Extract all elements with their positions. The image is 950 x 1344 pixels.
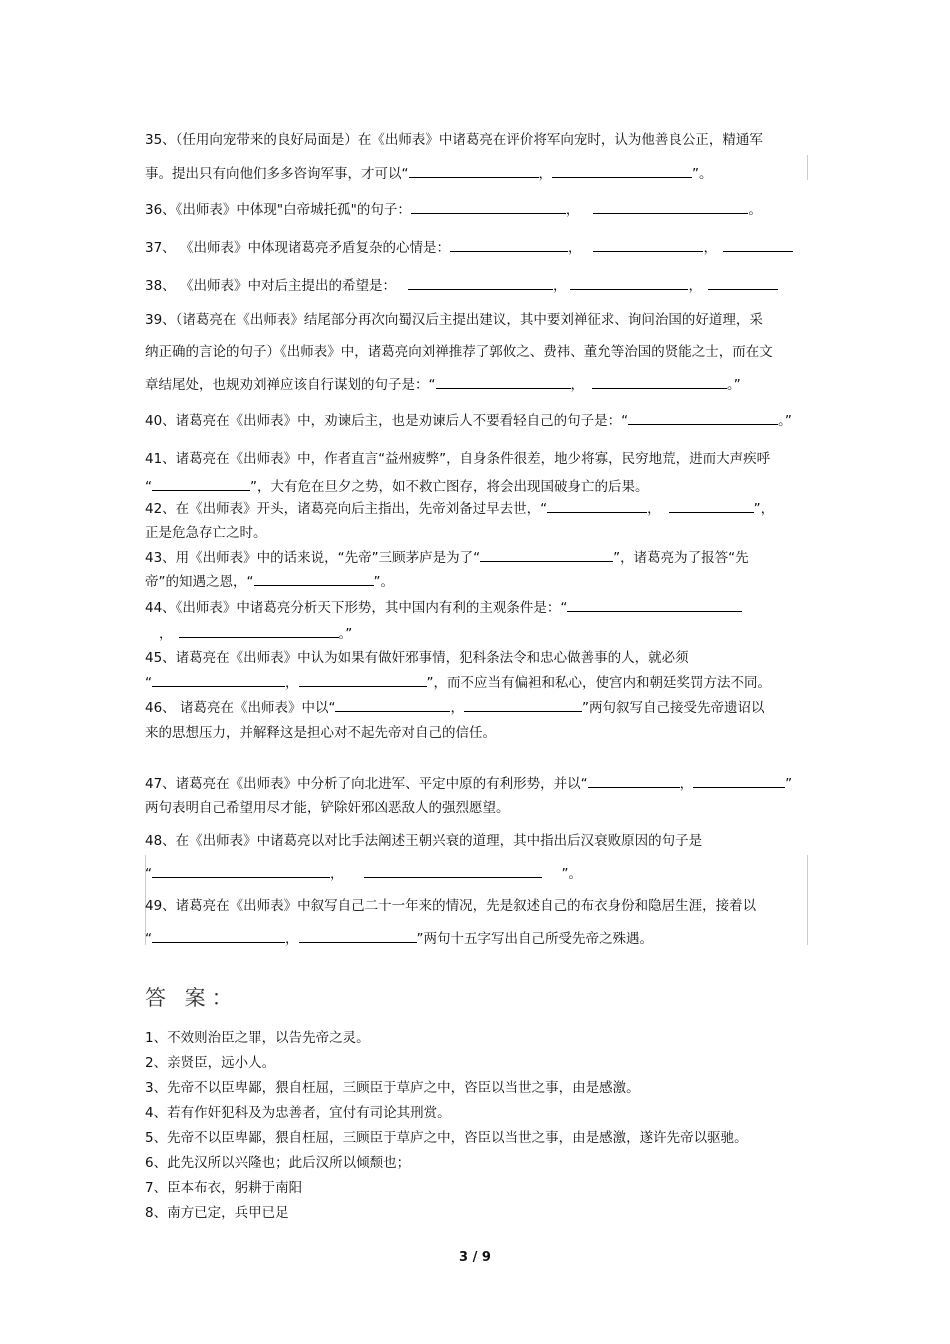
answer-blank[interactable] [669,498,754,513]
margin-rule [807,155,808,180]
margin-rule [807,855,808,945]
answer-blank[interactable] [411,199,566,214]
answer-blank[interactable] [570,275,688,290]
answer-blank[interactable] [588,773,680,788]
answer-blank[interactable] [254,571,374,586]
answer-blank[interactable] [628,410,778,425]
answer-blank[interactable] [152,863,330,878]
answers-title: 答 案： [145,986,239,1010]
answer-blank[interactable] [408,275,553,290]
answer-blank[interactable] [436,374,571,389]
answer-item: 2、亲贤臣，远小人。 [145,1055,276,1071]
answer-blank[interactable] [299,672,427,687]
answer-blank[interactable] [567,597,742,612]
answer-blank[interactable] [364,863,542,878]
answer-blank[interactable] [547,498,647,513]
answer-blank[interactable] [708,275,778,290]
answer-blank[interactable] [152,928,285,943]
answer-blank[interactable] [450,237,568,252]
answer-blank[interactable] [335,697,450,712]
answer-blank[interactable] [299,928,417,943]
answer-blank[interactable] [552,163,692,178]
answer-item: 4、若有作奸犯科及为忠善者，宜付有司论其刑赏。 [145,1105,451,1121]
answer-blank[interactable] [593,199,748,214]
answer-blank[interactable] [593,237,703,252]
answer-blank[interactable] [464,697,582,712]
answer-blank[interactable] [592,374,727,389]
answer-item: 1、不效则治臣之罪，以告先帝之灵。 [145,1030,370,1046]
page-number: 3 / 9 [459,1250,491,1265]
answer-blank[interactable] [693,773,785,788]
answer-item: 8、南方已定，兵甲已足 [145,1205,289,1221]
answer-blank[interactable] [152,476,250,491]
answer-item: 7、臣本布衣，躬耕于南阳 [145,1180,303,1196]
answer-blank[interactable] [152,672,285,687]
answer-blank[interactable] [409,163,539,178]
answer-blank[interactable] [480,547,613,562]
answer-blank[interactable] [179,623,339,638]
answer-item: 5、先帝不以臣卑鄙，猥自枉屈，三顾臣于草庐之中，咨臣以当世之事，由是感激，遂许先帝以驱驰。 [145,1130,748,1146]
answer-item: 6、此先汉所以兴隆也；此后汉所以倾颓也； [145,1155,411,1171]
answer-item: 3、先帝不以臣卑鄙，猥自枉屈，三顾臣于草庐之中，咨臣以当世之事，由是感激。 [145,1080,640,1096]
answer-blank[interactable] [723,237,793,252]
